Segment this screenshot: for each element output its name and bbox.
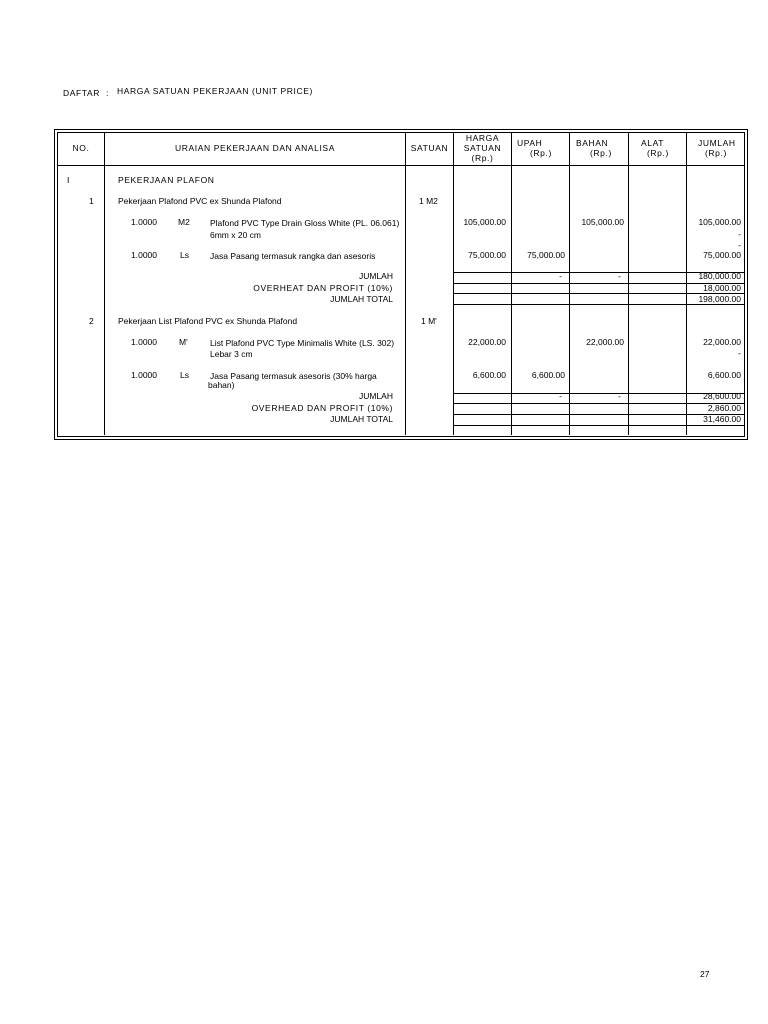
col-header-upah: UPAH	[517, 138, 543, 148]
analysis-description: bahan)	[208, 380, 235, 390]
analysis-jumlah: -	[738, 229, 741, 239]
col-divider	[628, 133, 629, 435]
col-divider	[569, 133, 570, 435]
analysis-coefficient: 1.0000	[131, 217, 157, 227]
analysis-harga: 6,600.00	[472, 370, 506, 380]
col-header-bahan: BAHAN	[576, 138, 609, 148]
total-row-line	[454, 425, 744, 426]
analysis-description: Jasa Pasang termasuk asesoris (30% harga	[210, 371, 377, 381]
jumlah-upah: -	[559, 391, 562, 401]
total-label: JUMLAH TOTAL	[330, 294, 393, 304]
header-divider	[58, 165, 744, 166]
doc-separator: :	[106, 88, 109, 98]
doc-label: DAFTAR	[63, 88, 100, 98]
jumlah-value: 28,600.00	[703, 391, 741, 401]
analysis-harga: 75,000.00	[468, 250, 506, 260]
jumlah-bahan: -	[618, 271, 621, 281]
col-header-jumlah: JUMLAH	[698, 138, 736, 148]
analysis-unit: M'	[179, 337, 188, 347]
total-label: JUMLAH TOTAL	[330, 414, 393, 424]
overhead-value: 18,000.00	[703, 283, 741, 293]
analysis-harga: 22,000.00	[468, 337, 506, 347]
item-title: Pekerjaan Plafond PVC ex Shunda Plafond	[118, 196, 282, 206]
col-header-alat: (Rp.)	[647, 148, 669, 158]
col-header-jumlah: (Rp.)	[705, 148, 727, 158]
analysis-bahan: 105,000.00	[581, 217, 624, 227]
total-value: 198,000.00	[698, 294, 741, 304]
jumlah-bahan: -	[618, 391, 621, 401]
col-header-bahan: (Rp.)	[590, 148, 612, 158]
col-header-alat: ALAT	[641, 138, 665, 148]
jumlah-value: 180,000.00	[698, 271, 741, 281]
section-title: PEKERJAAN PLAFON	[118, 175, 215, 185]
item-unit: 1 M2	[419, 196, 438, 206]
analysis-jumlah: 75,000.00	[703, 250, 741, 260]
col-header-satuan: SATUAN	[410, 143, 449, 153]
item-number: 2	[89, 316, 94, 326]
item-unit: 1 M'	[421, 316, 437, 326]
analysis-description: Plafond PVC Type Drain Gloss White (PL. 06.061)	[210, 218, 400, 228]
analysis-description: Lebar 3 cm	[210, 349, 253, 359]
analysis-unit: Ls	[180, 370, 189, 380]
analysis-harga: 105,000.00	[463, 217, 506, 227]
analysis-jumlah: 6,600.00	[707, 370, 741, 380]
item-number: 1	[89, 196, 94, 206]
analysis-coefficient: 1.0000	[131, 250, 157, 260]
jumlah-upah: -	[559, 271, 562, 281]
analysis-upah: 6,600.00	[531, 370, 565, 380]
col-divider	[511, 133, 512, 435]
analysis-coefficient: 1.0000	[131, 337, 157, 347]
analysis-description: List Plafond PVC Type Minimalis White (LS. 302)	[210, 338, 395, 348]
analysis-coefficient: 1.0000	[131, 370, 157, 380]
analysis-jumlah: -	[738, 348, 741, 358]
doc-title: HARGA SATUAN PEKERJAAN (UNIT PRICE)	[117, 86, 313, 96]
col-header-harga: (Rp.)	[471, 153, 494, 163]
page-number: 27	[700, 969, 710, 979]
col-header-uraian: URAIAN PEKERJAAN DAN ANALISA	[175, 143, 335, 153]
overhead-label: OVERHEAT DAN PROFIT (10%)	[253, 283, 393, 293]
total-row-line	[454, 304, 744, 305]
overhead-label: OVERHEAD DAN PROFIT (10%)	[251, 403, 393, 413]
jumlah-label: JUMLAH	[358, 271, 393, 281]
col-header-no: NO.	[72, 143, 90, 153]
analysis-upah: 75,000.00	[527, 250, 565, 260]
analysis-unit: M2	[178, 217, 190, 227]
overhead-value: 2,860.00	[707, 403, 741, 413]
col-divider	[453, 133, 454, 435]
col-header-upah: (Rp.)	[530, 148, 552, 158]
item-title: Pekerjaan List Plafond PVC ex Shunda Plafond	[118, 316, 298, 326]
col-header-harga: SATUAN	[463, 143, 502, 153]
jumlah-label: JUMLAH	[358, 391, 393, 401]
analysis-bahan: 22,000.00	[586, 337, 624, 347]
analysis-description: Jasa Pasang termasuk rangka dan asesoris	[210, 251, 376, 261]
analysis-unit: Ls	[180, 250, 189, 260]
col-divider	[405, 133, 406, 435]
total-value: 31,460.00	[703, 414, 741, 424]
section-number: I	[67, 175, 70, 185]
analysis-description: 6mm x 20 cm	[210, 230, 262, 240]
col-header-harga: HARGA	[465, 133, 500, 143]
analysis-jumlah: 105,000.00	[698, 217, 741, 227]
analysis-jumlah: 22,000.00	[703, 337, 741, 347]
analysis-jumlah: -	[738, 240, 741, 250]
